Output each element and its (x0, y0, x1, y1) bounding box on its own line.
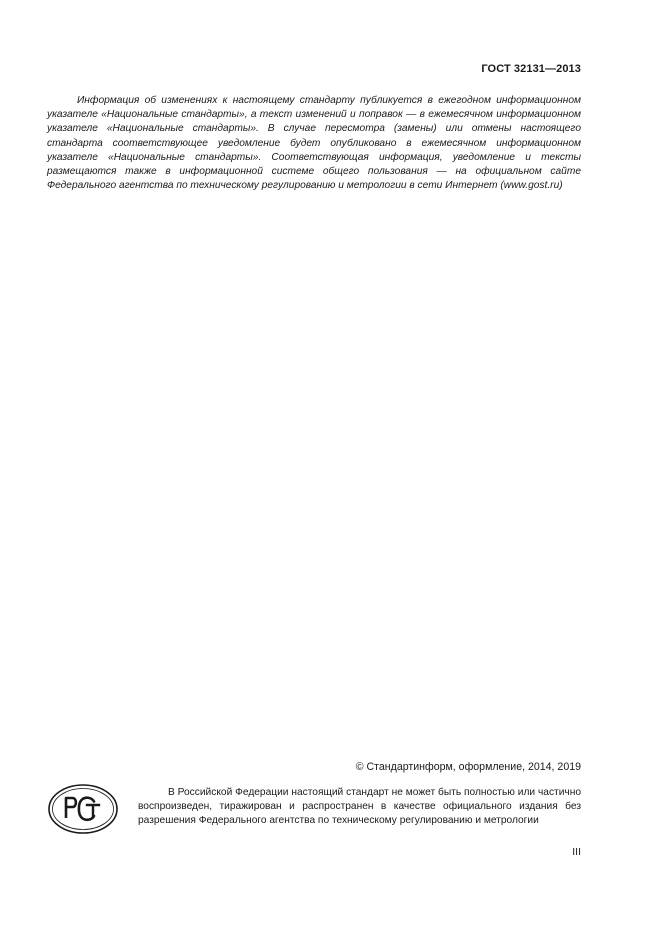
copyright-line: © Стандартинформ, оформление, 2014, 2019 (355, 761, 581, 773)
legal-notice: В Российской Федерации настоящий стандарт не может быть полностью или частично воспроизведен, тиражирован и распространен в качестве официального издания без разрешения Федерального агентства по техническому регулированию и метрологии (138, 787, 581, 826)
info-paragraph: Информация об изменениях к настоящему стандарту публикуется в ежегодном информационном указателе «Национальные стандарты», а текст изменений и поправок — в ежемесячном информационном указателе «Национальные стандарты». В случае пересмотра (замены) или отмены настоящего стандарта соответствующее уведомление будет опубликовано в ежемесячном информационном указателе «Национальные стандарты». Соответствующая информация, уведомление и тексты размещаются также в информационной системе общего пользования — на официальном сайте Федерального агентства по техническому регулированию и метрологии в сети Интернет (www.gost.ru) (47, 95, 581, 192)
rst-seal-logo (47, 783, 119, 835)
document-code: ГОСТ 32131—2013 (481, 63, 581, 75)
page-number: III (572, 846, 581, 858)
